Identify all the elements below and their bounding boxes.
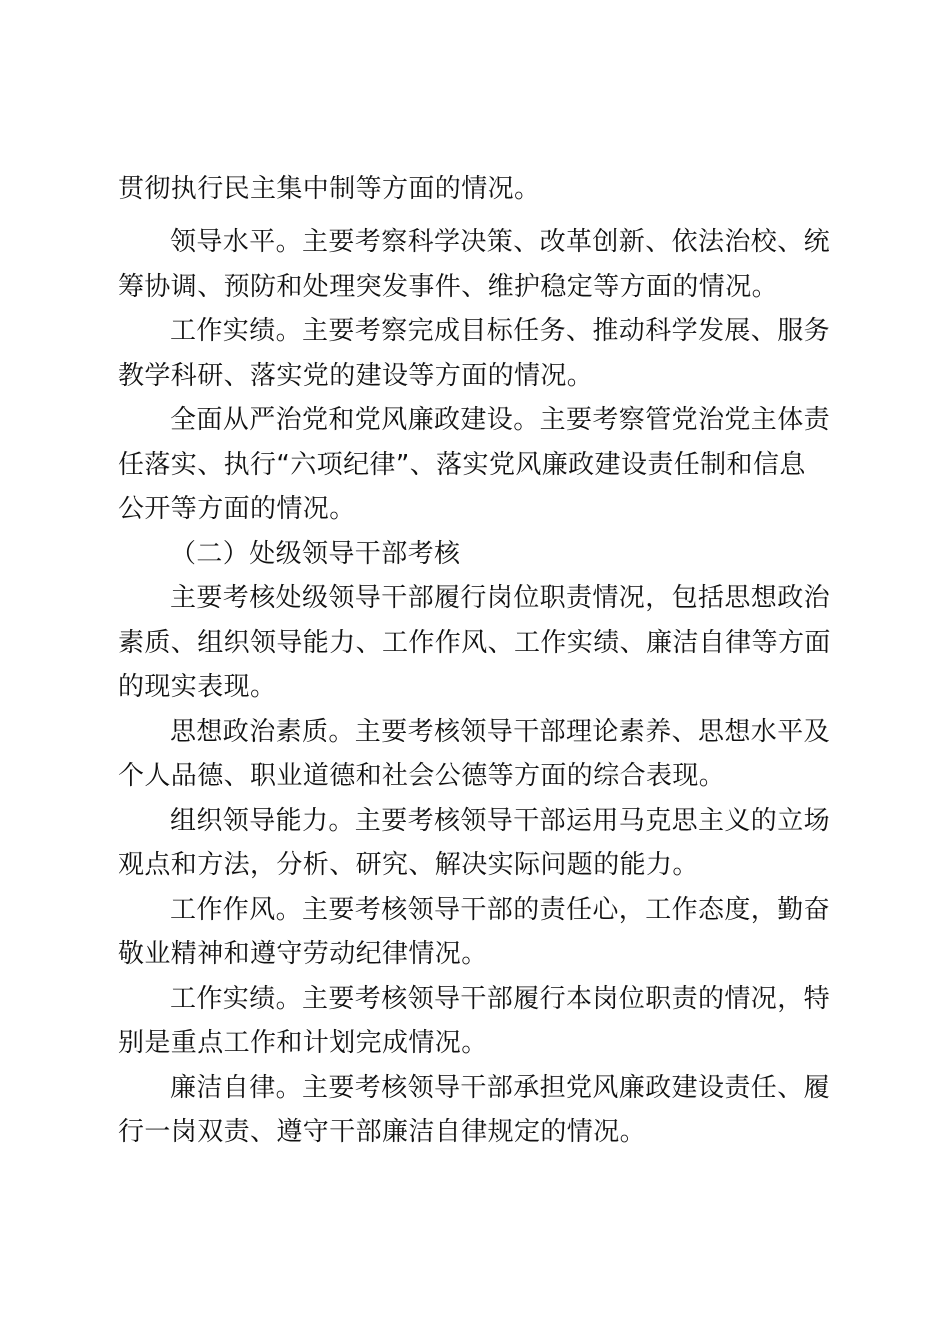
text-line: 个人品德、职业道德和社会公德等方面的综合表现。 (118, 761, 726, 791)
text-line: 思想政治素质。主要考核领导干部理论素养、思想水平及 (170, 717, 831, 747)
text-line: 工作作风。主要考核领导干部的责任心，工作态度，勤奋 (170, 895, 831, 925)
text-line: 观点和方法，分析、研究、解决实际问题的能力。 (118, 850, 699, 880)
text-line: 组织领导能力。主要考核领导干部运用马克思主义的立场 (170, 806, 831, 836)
section-heading: （二）处级领导干部考核 (170, 539, 461, 569)
text-line: 全面从严治党和党风廉政建设。主要考察管党治党主体责 (170, 405, 831, 435)
text-line: 的现实表现。 (118, 672, 277, 702)
text-line: 任落实、执行“六项纪律”、落实党风廉政建设责任制和信息 (118, 450, 806, 480)
text-line: 别是重点工作和计划完成情况。 (118, 1028, 488, 1058)
text-line: 素质、组织领导能力、工作作风、工作实绩、廉洁自律等方面 (118, 628, 831, 658)
text-line: 筹协调、预防和处理突发事件、维护稳定等方面的情况。 (118, 272, 779, 302)
text-line: 贯彻执行民主集中制等方面的情况。 (118, 174, 541, 204)
text-line: 廉洁自律。主要考核领导干部承担党风廉政建设责任、履 (170, 1073, 831, 1103)
text-line: 教学科研、落实党的建设等方面的情况。 (118, 361, 594, 391)
text-line: 公开等方面的情况。 (118, 494, 356, 524)
text-line: 行一岗双责、遵守干部廉洁自律规定的情况。 (118, 1117, 647, 1147)
text-line: 敬业精神和遵守劳动纪律情况。 (118, 939, 488, 969)
text-line: 主要考核处级领导干部履行岗位职责情况，包括思想政治 (170, 583, 831, 613)
text-line: 工作实绩。主要考察完成目标任务、推动科学发展、服务 (170, 316, 831, 346)
text-line: 领导水平。主要考察科学决策、改革创新、依法治校、统 (170, 227, 831, 257)
text-line: 工作实绩。主要考核领导干部履行本岗位职责的情况，特 (170, 984, 831, 1014)
